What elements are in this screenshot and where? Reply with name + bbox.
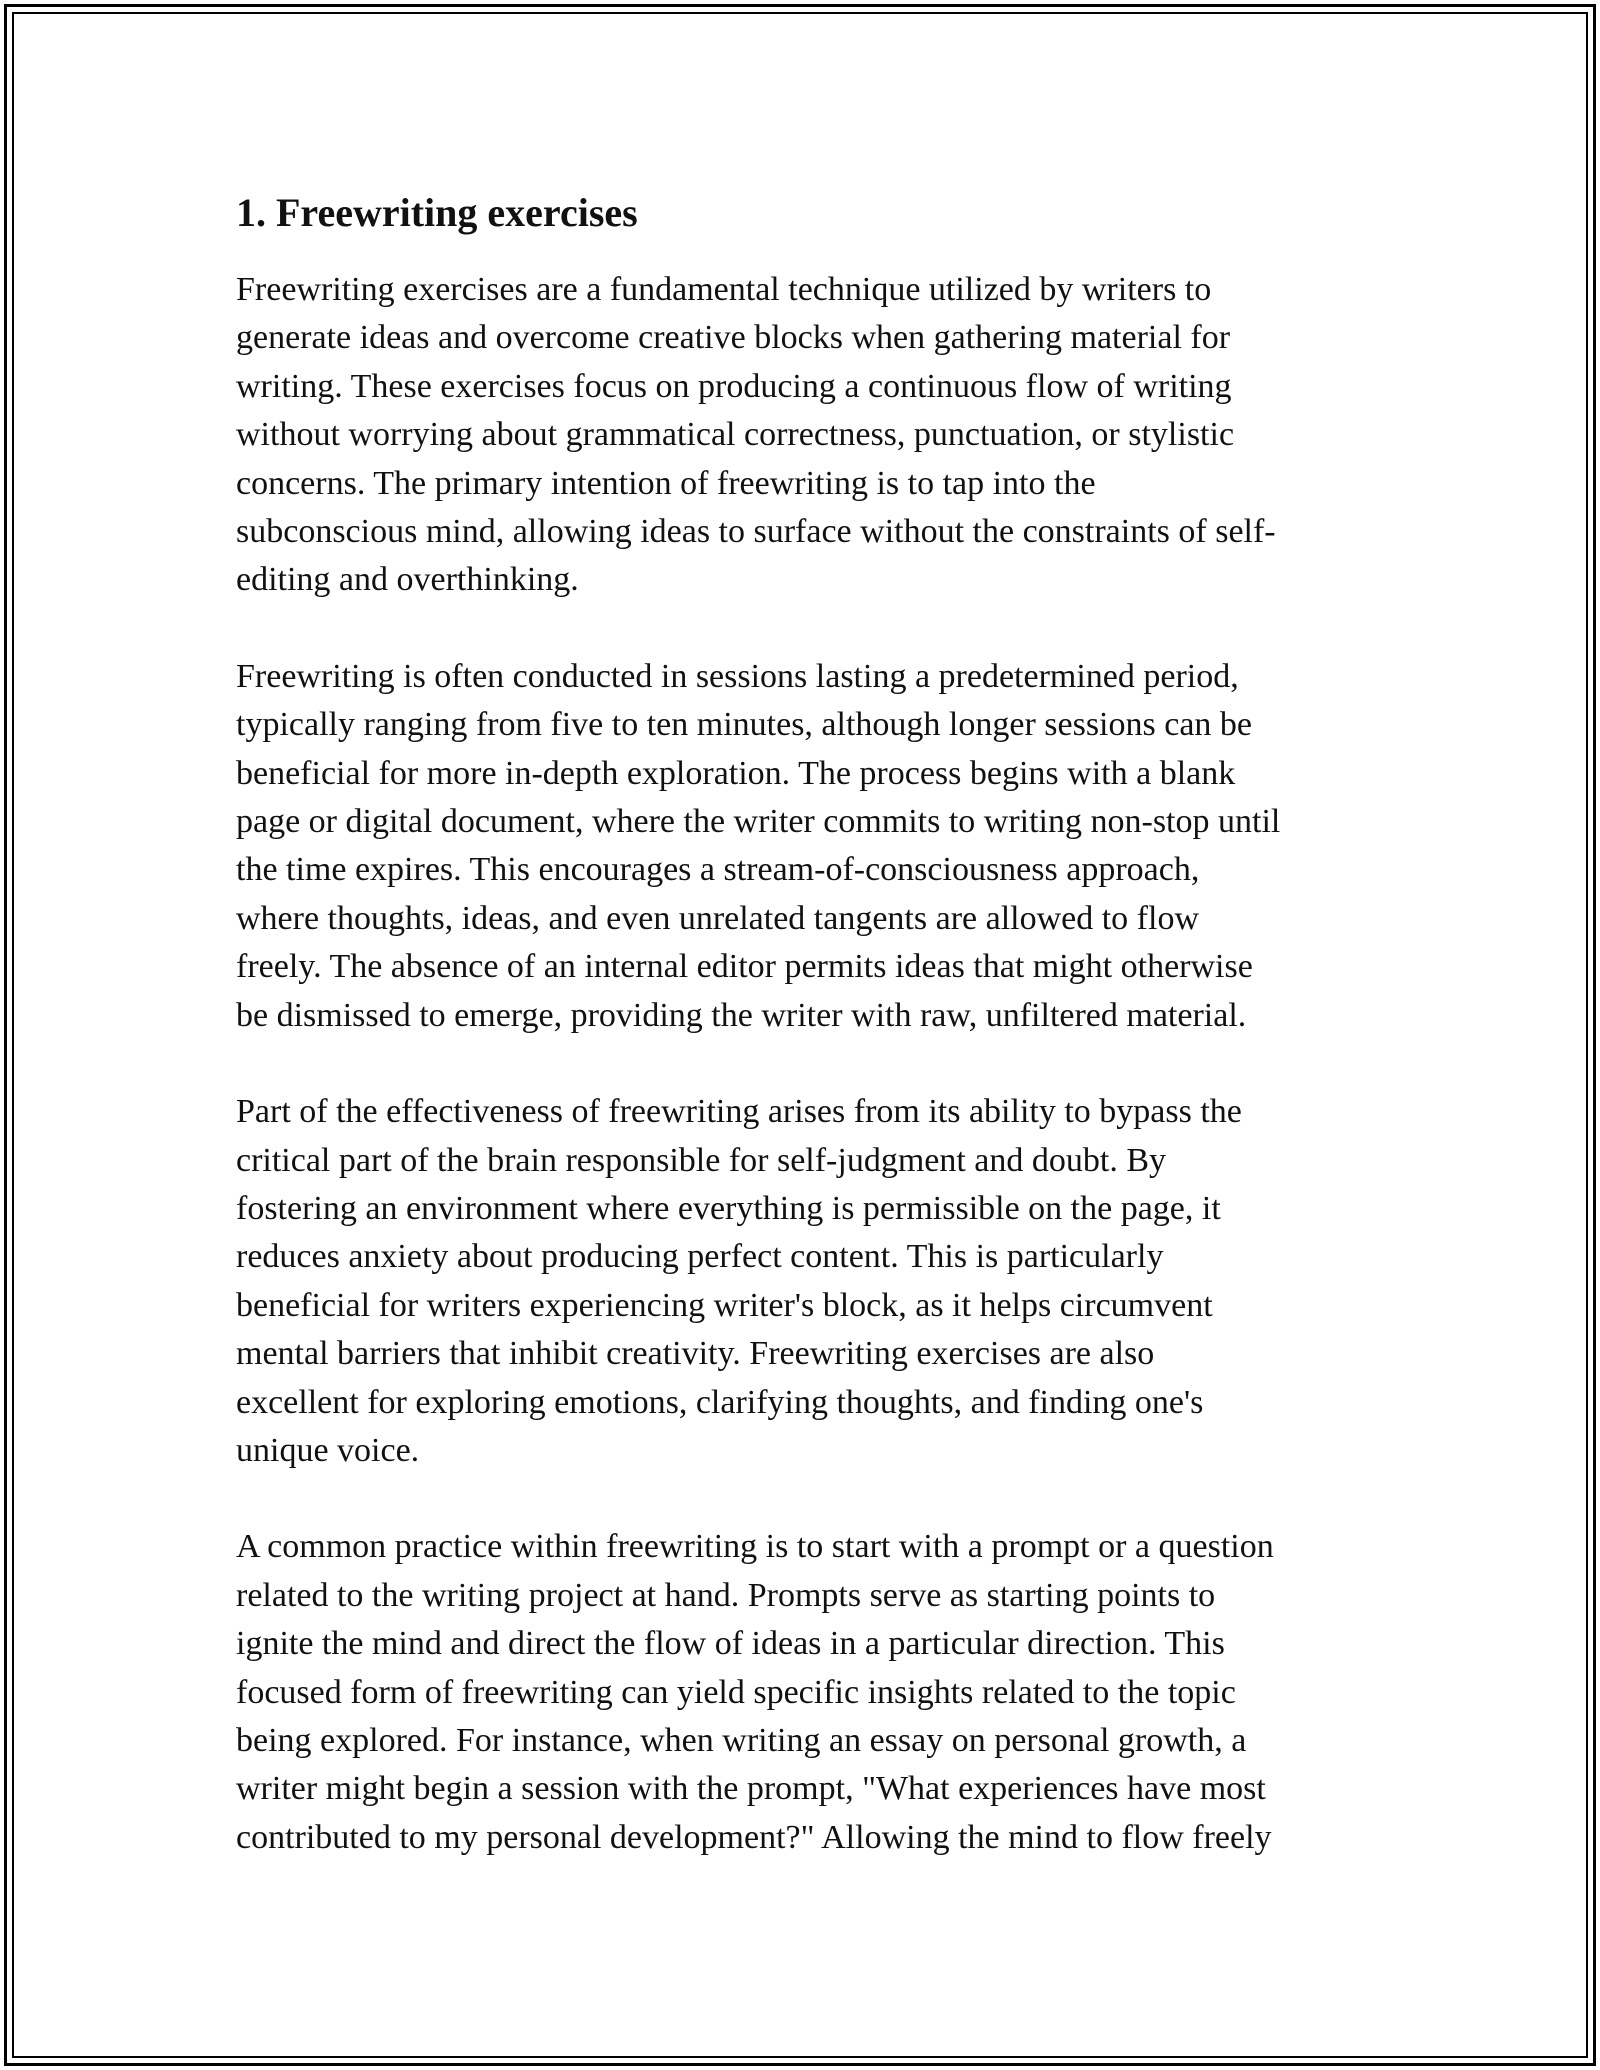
paragraph-1: Freewriting exercises are a fundamental technique utilized by writers to generate ideas and overcome creative blocks when gathering material for writing. These exercises focus on producing a continuous flow of writing without worrying about grammatical correctness, punctuation, or stylistic concerns. The primary intention of freewriting is to tap into the subconscious mind, allowing ideas to surface without the constraints of self- editing and overthinking.	[236, 271, 1276, 599]
document-body	[236, 186, 1366, 1910]
paragraph-3: Part of the effectiveness of freewriting arises from its ability to bypass the critical part of the brain responsible for self-judgment and doubt. By fostering an environment where everything is permissible on the page, it reduces anxiety about producing perfect content. This is particularly beneficial for writers experiencing writer's block, as it helps circumvent mental barriers that inhibit creativity. Freewriting exercises are also excellent for exploring emotions, clarifying thoughts, and finding one's unique voice.	[236, 1093, 1242, 1469]
section-heading: 1. Freewriting exercises	[236, 190, 638, 235]
paragraph-2: Freewriting is often conducted in sessions lasting a predetermined period, typically ranging from five to ten minutes, although longer sessions can be beneficial for more in-depth exploration. The process begins with a blank page or digital document, where the writer commits to writing non-stop until the time expires. This encourages a stream-of-consciousness approach, where thoughts, ideas, and even unrelated tangents are allowed to flow freely. The absence of an internal editor permits ideas that might otherwise be dismissed to emerge, providing the writer with raw, unfiltered material.	[236, 657, 1281, 1034]
paragraph-4: A common practice within freewriting is to start with a prompt or a question related to the writing project at hand. Prompts serve as starting points to ignite the mind and direct the flow of ideas in a particular direction. This focused form of freewriting can yield specific insights related to the topic being explored. For instance, when writing an essay on personal growth, a writer might begin a session with the prompt, "What experiences have most contributed to my personal development?" Allowing the mind to flow freely	[236, 1528, 1274, 1856]
